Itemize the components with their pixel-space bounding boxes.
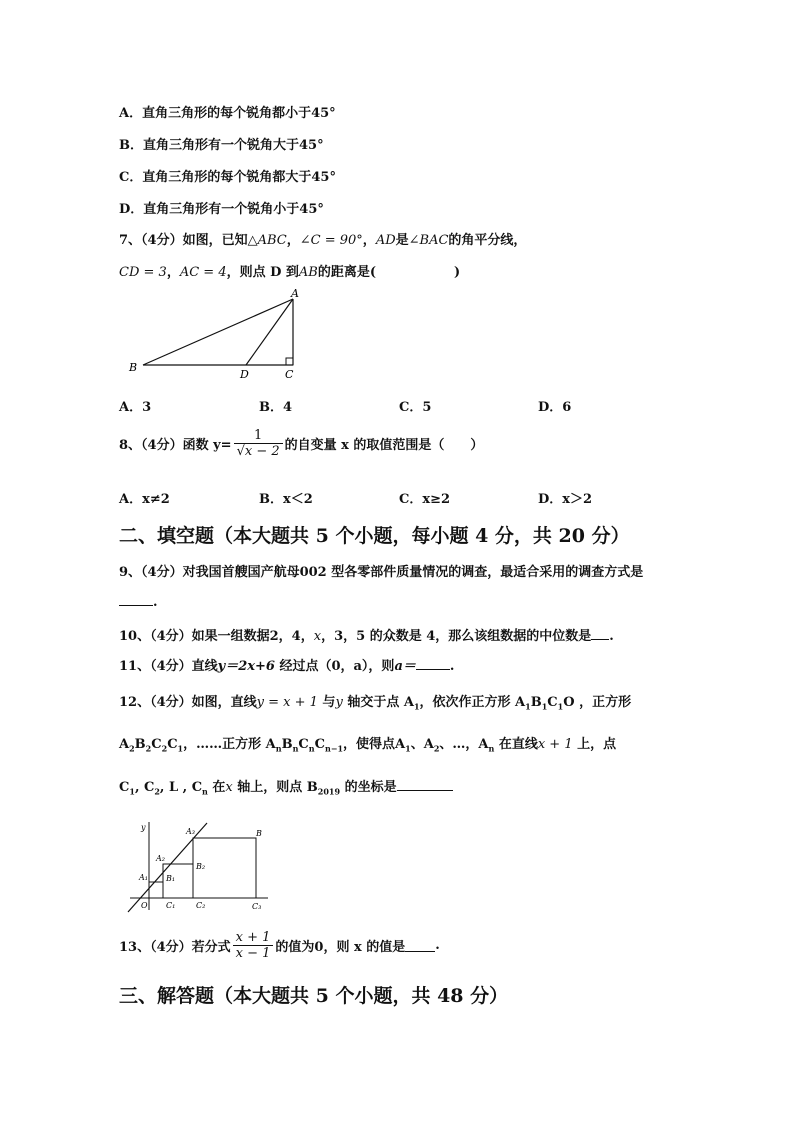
q7-option-b: B．4 — [259, 400, 293, 415]
q12-stem-line1: 12、（4分）如图，直线y = x + 1 与y 轴交于点 $A_1$，依次作正方形 $A_1B_1C_1O$ ，正方形 — [119, 695, 632, 712]
label-a1: A₁ — [139, 873, 148, 882]
q7-stem-line2: CD = 3，AC = 4，则点 D 到AB的距离是( ) — [119, 265, 461, 280]
q13-fraction: $\frac{x + 1}{x - 1}$ — [233, 930, 274, 961]
section-3-title: 三、解答题（本大题共 5 个小题，共 48 分） — [119, 985, 509, 1007]
label-o: O — [141, 901, 148, 910]
label-c: C — [285, 368, 294, 381]
label-y: y — [141, 823, 146, 832]
line-ab — [143, 299, 293, 365]
q7-triangle-figure — [125, 285, 305, 381]
label-c2: C₂ — [196, 901, 206, 910]
q6-option-a: A．直角三角形的每个锐角都小于45° — [119, 106, 336, 121]
label-a3: A₃ — [186, 827, 195, 836]
q8-option-b: B．x＜2 — [259, 492, 313, 507]
q7-stem-line1: 7、（4分）如图，已知△ABC，∠C = 90°，AD是∠BAC的角平分线， — [119, 233, 527, 248]
q12-stem-line3: $C_1$, $C_2$, L , $C_n$ 在x 轴上，则点 $B_{2019}$ 的坐标是 — [119, 776, 453, 797]
q8-fraction: $\frac{1}{√x - 2}$ — [234, 428, 283, 459]
label-b1: B₁ — [166, 874, 176, 883]
section-2-title: 二、填空题（本大题共 5 个小题，每小题 4 分，共 20 分） — [119, 525, 630, 547]
label-b: B — [256, 829, 262, 838]
q8-option-c: C．x≥2 — [399, 492, 451, 507]
right-angle-mark — [286, 358, 293, 365]
q11-stem: 11、（4分）直线y＝2x+6 经过点（0，a），则a＝ . — [119, 659, 455, 674]
q13-stem: 13、（4分）若分式 $\frac{x + 1}{x - 1}$ 的值为0，则 x 的值是 . — [119, 930, 440, 961]
label-a2: A₂ — [156, 854, 165, 863]
q12-squares-figure — [122, 818, 272, 916]
q7-option-c: C．5 — [399, 400, 432, 415]
q12-stem-line2: $A_2B_2C_2C_1$，……正方形 $A_nB_nC_nC_{n-1}$，使得点$A_1$、$A_2$、…，$A_n$ 在直线x + 1 上，点 — [119, 737, 617, 754]
q10-stem: 10、（4分）如果一组数据2，4，x，3，5 的众数是 4，那么该组数据的中位数是 . — [119, 629, 614, 644]
q8-option-a: A．x≠2 — [119, 492, 170, 507]
q7-option-d: D．6 — [538, 400, 572, 415]
q8-option-d: D．x＞2 — [538, 492, 593, 507]
q8-stem: 8、（4分）函数 y= $\frac{1}{√x - 2}$ 的自变量 x 的取值范围是（ ） — [119, 428, 484, 459]
label-c3: C₃ — [252, 902, 262, 911]
q9-answer-line: . — [119, 593, 158, 610]
square-1 — [149, 882, 163, 898]
q9-stem: 9、（4分）对我国首艘国产航母002 型各零部件质量情况的调查，最适合采用的调查方式是 — [119, 565, 644, 580]
q6-option-b: B．直角三角形有一个锐角大于45° — [119, 138, 324, 153]
label-b2: B₂ — [196, 862, 206, 871]
label-a: A — [291, 287, 299, 300]
q7-option-a: A．3 — [119, 400, 152, 415]
label-d: D — [240, 368, 249, 381]
q6-option-c: C．直角三角形的每个锐角都大于45° — [119, 170, 336, 185]
label-c1: C₁ — [166, 901, 176, 910]
label-b: B — [129, 361, 138, 374]
q6-option-d: D．直角三角形有一个锐角小于45° — [119, 202, 324, 217]
